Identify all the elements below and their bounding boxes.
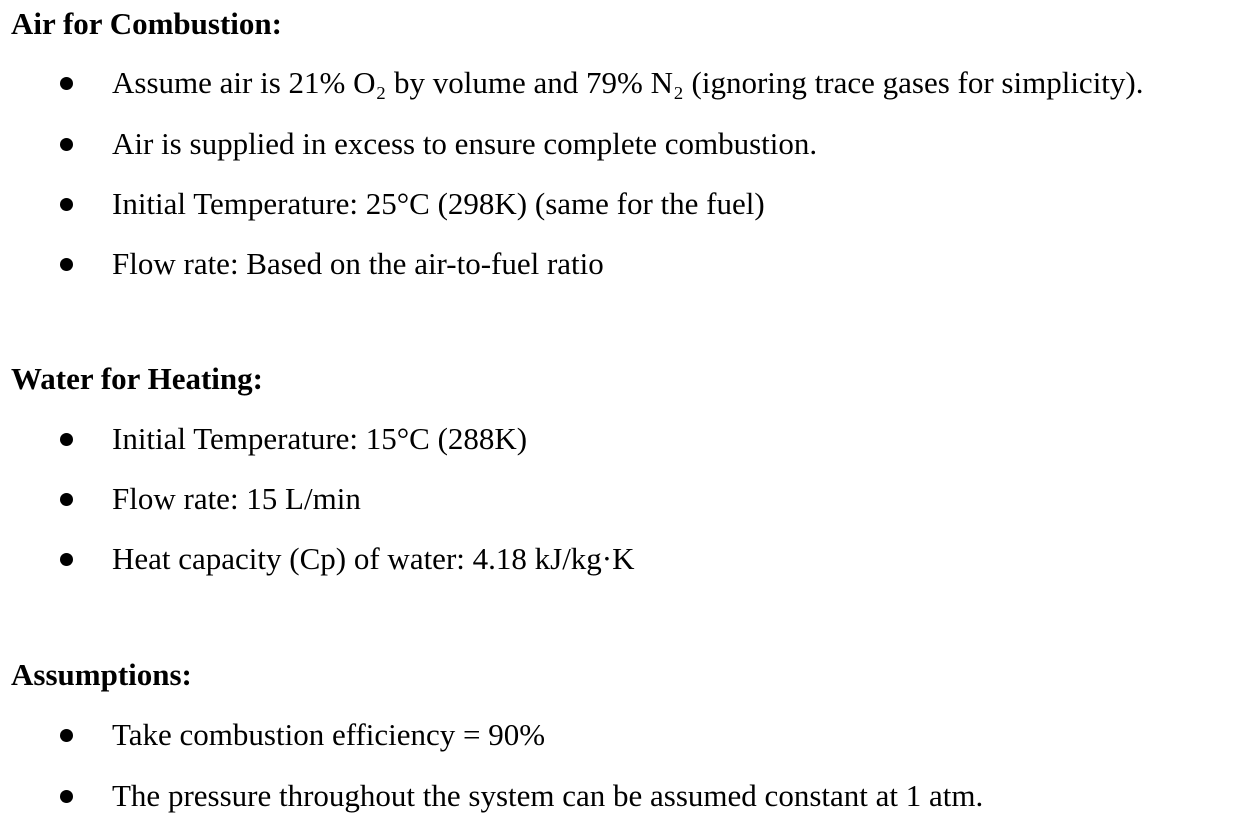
list-item-text: Flow rate: 15 L/min <box>112 481 361 516</box>
bullet-icon <box>60 790 73 803</box>
bullet-icon <box>60 493 73 506</box>
bullet-icon <box>60 433 73 446</box>
bullet-icon <box>60 729 73 742</box>
bullet-icon <box>60 258 73 271</box>
section-heading-assumptions: Assumptions: <box>11 657 192 692</box>
list-item-text: Initial Temperature: 25°C (298K) (same for the fuel) <box>112 186 765 221</box>
section-heading-air-for-combustion: Air for Combustion: <box>11 6 282 41</box>
list-item-text: Take combustion efficiency = 90% <box>112 717 546 752</box>
bullet-icon <box>60 198 73 211</box>
bullet-icon <box>60 138 73 151</box>
bullet-icon <box>60 77 73 90</box>
section-heading-water-for-heating: Water for Heating: <box>11 361 263 396</box>
list-item-text: The pressure throughout the system can be assumed constant at 1 atm. <box>112 778 984 813</box>
list-item-text: Flow rate: Based on the air-to-fuel ratio <box>112 246 604 281</box>
list-item-text: Assume air is 21% O₂ by volume and 79% N₂ (ignoring trace gases for simplicity). <box>112 65 1144 100</box>
list-item-text: Initial Temperature: 15°C (288K) <box>112 421 528 456</box>
list-item-text: Air is supplied in excess to ensure complete combustion. <box>112 126 818 161</box>
bullet-icon <box>60 553 73 566</box>
list-item-text: Heat capacity (Cp) of water: 4.18 kJ/kg·K <box>112 541 635 576</box>
